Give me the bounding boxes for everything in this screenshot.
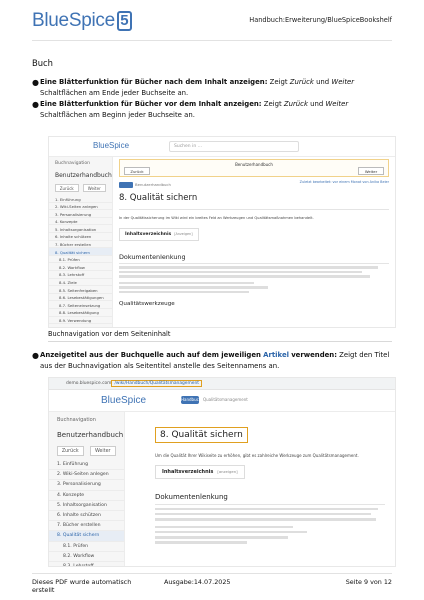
sidebar-item[interactable]: 7. Bücher erstellen	[49, 241, 112, 249]
book-title[interactable]: Benutzerhandbuch	[57, 431, 124, 439]
toc-toggle[interactable]: [Anzeigen]	[174, 232, 193, 236]
toc-title: Inhaltsverzeichnis	[125, 232, 172, 237]
article-link[interactable]: Artikel	[263, 351, 289, 359]
sidebar-item[interactable]: 7. Bücher erstellen	[49, 521, 124, 531]
bullet-italic: Zurück	[289, 78, 314, 86]
section-title: Buch	[32, 58, 53, 68]
bullet-text: und	[313, 78, 332, 86]
sidebar-item-active[interactable]: 8. Qualität sichern	[49, 248, 112, 256]
sidebar-subitem[interactable]: 8.8. Lesebestätigung	[49, 309, 112, 317]
bullet-item-1	[32, 77, 395, 99]
screenshot-topbar	[49, 137, 395, 157]
bullet-dot: ●	[32, 351, 39, 360]
footer-divider	[32, 573, 392, 574]
sidebar-subitem[interactable]: 8.3. Lehrstoff	[49, 271, 112, 279]
sidebar-subitem[interactable]: 8.9. Verwendung	[49, 317, 112, 325]
sidebar-item[interactable]: 1. Einführung	[49, 460, 124, 470]
text-line	[155, 513, 371, 516]
logo-number-badge	[117, 11, 132, 31]
book-navigation-sidebar	[49, 412, 125, 566]
page-heading-highlight: 8. Qualität sichern	[155, 427, 248, 443]
book-navigation-sidebar	[49, 157, 113, 327]
sidebar-item[interactable]: 6. Inhalte schützen	[49, 233, 112, 241]
text-line	[119, 275, 370, 278]
prev-button[interactable]: Zurück	[57, 446, 84, 456]
bullet-text: Zeigt	[267, 78, 290, 86]
bluespice-logo	[32, 8, 132, 34]
url-path-highlight: /wiki/Handbuch/Qualitätsmanagement	[111, 380, 202, 387]
screenshot-topbar	[49, 390, 395, 412]
browser-url-bar[interactable]	[49, 378, 395, 390]
page-meta	[119, 177, 389, 193]
book-tag-text: Qualitätsmanagement	[203, 397, 248, 402]
meta-right: Zuletzt bearbeitet: vor einem Monat von Anika Beier	[299, 180, 389, 184]
prev-next-buttons	[49, 442, 124, 460]
sidebar-item[interactable]: 5. Inhaltsorganisation	[49, 225, 112, 233]
bullet-text: Zeigt den Titel aus der Buchnavigation als Seitentitel anstelle des Seitennamens an.	[40, 351, 390, 370]
text-line	[119, 282, 254, 285]
text-line	[119, 266, 378, 269]
bullet-title: Eine Blätterfunktion für Bücher vor dem Inhalt anzeigen:	[40, 100, 262, 108]
pager-prev-button[interactable]: Zurück	[124, 167, 150, 175]
text-line	[119, 291, 249, 294]
bullet-text: Schaltflächen am Ende jeder Buchseite an.	[40, 89, 189, 97]
toc-title: Inhaltsverzeichnis	[162, 469, 214, 475]
bullet-title-end: verwenden:	[291, 351, 337, 359]
book-pager-highlight	[119, 159, 389, 177]
bullet-title: Anzeigetitel aus der Buchquelle auch auf dem jeweiligen	[40, 351, 261, 359]
search-input[interactable]: Suchen in …	[169, 141, 299, 152]
footer-generated-note: Dieses PDF wurde automatisch erstellt	[32, 578, 132, 594]
book-tag[interactable]	[119, 182, 133, 188]
page-heading: 8. Qualität sichern	[119, 193, 389, 210]
footer-edition: Ausgabe:14.07.2025	[164, 578, 231, 586]
screenshot-main-content	[119, 159, 389, 327]
sidebar-item[interactable]: 6. Inhalte schützen	[49, 511, 124, 521]
text-line	[155, 518, 376, 521]
text-line	[155, 508, 378, 511]
text-line	[155, 526, 293, 529]
url-domain: demo.bluespice.com	[66, 381, 112, 386]
next-button[interactable]: Weiter	[90, 446, 117, 456]
bullet-text: und	[307, 100, 326, 108]
bullet-item-2	[32, 99, 395, 121]
sidebar-subitem[interactable]	[49, 324, 112, 328]
bullet-italic: Weiter	[325, 100, 349, 108]
sidebar-subitem[interactable]: 8.6. Lesebestätigungen	[49, 294, 112, 302]
sidebar-item[interactable]: 3. Personalisierung	[49, 480, 124, 490]
sidebar-item[interactable]: 2. Wiki-Seiten anlegen	[49, 470, 124, 480]
sidebar-subitem[interactable]: 8.2. Workflow	[49, 552, 124, 562]
pager-next-button[interactable]: Weiter	[358, 167, 384, 175]
sidebar-subitem[interactable]: 8.2. Workflow	[49, 263, 112, 271]
sidebar-subitem[interactable]: 8.1. Prüfen	[49, 256, 112, 264]
sidebar-subitem[interactable]: 8.4. Ziele	[49, 279, 112, 287]
footer-page-number: Seite 9 von 12	[345, 578, 392, 586]
figure-caption: Buchnavigation vor dem Seiteninhalt	[48, 330, 171, 338]
prev-button[interactable]: Zurück	[55, 184, 79, 192]
sidebar-item[interactable]: 4. Konzepte	[49, 491, 124, 501]
text-line	[119, 286, 268, 289]
text-line	[155, 531, 307, 534]
sidebar-subitem[interactable]: 8.5. Seitenfreigaben	[49, 286, 112, 294]
header-divider	[32, 40, 392, 41]
bullet-italic: Weiter	[331, 78, 355, 86]
logo-number: 5	[120, 12, 129, 29]
sidebar-subitem[interactable]: 8.3. Lehrstoff	[49, 562, 124, 567]
book-tag[interactable]: Handbuch	[181, 397, 202, 402]
intro-text: In der Qualitätssicherung im Wiki wird ein breites Feld an Werkzeugen und Qualitätsmaßnahmen behandelt.	[119, 216, 314, 220]
table-of-contents	[155, 465, 245, 479]
subsection-heading: Qualitätswerkzeuge	[119, 301, 175, 307]
next-button[interactable]: Weiter	[83, 184, 107, 192]
screenshot-book-navigation-top	[48, 136, 396, 328]
screenshot-logo: BlueSpice	[93, 141, 130, 150]
url-text	[63, 380, 205, 388]
page-path: Handbuch:Erweiterung/BlueSpiceBookshelf	[249, 16, 392, 24]
bullet-text: Schaltflächen am Beginn jeder Buchseite an.	[40, 111, 195, 119]
section-heading: Dokumentenlenkung	[119, 253, 389, 264]
screenshot-logo: BlueSpice	[101, 395, 147, 406]
sidebar-item-active[interactable]: 8. Qualität sichern	[49, 531, 124, 541]
caption-divider	[48, 341, 392, 342]
text-line	[155, 541, 247, 544]
bullet-title: Eine Blätterfunktion für Bücher nach dem Inhalt anzeigen:	[40, 78, 268, 86]
bullet-dot: ●	[32, 100, 39, 109]
logo-text: BlueSpice	[32, 10, 115, 31]
table-of-contents	[119, 228, 199, 241]
bullet-item-3	[32, 350, 395, 372]
sidebar-item[interactable]: 4. Konzepte	[49, 218, 112, 226]
toc-toggle[interactable]: [anzeigen]	[217, 469, 238, 474]
bullet-italic: Zurück	[283, 100, 308, 108]
meta-left: Benutzerhandbuch	[135, 182, 171, 187]
sidebar-heading: Buchnavigation	[55, 161, 91, 166]
sidebar-item[interactable]: 2. Wiki-Seiten anlegen	[49, 203, 112, 211]
sidebar-item[interactable]: 5. Inhaltsorganisation	[49, 501, 124, 511]
book-pager-title: Benutzerhandbuch	[235, 162, 273, 167]
bullet-dot: ●	[32, 78, 39, 87]
intro-text: Um die Qualität Ihrer Wikiseite zu erhöhen, gibt es zahlreiche Werkzeuge zum Qualitätsmanagement.	[155, 453, 359, 458]
text-line	[119, 271, 362, 274]
prev-next-buttons	[49, 181, 112, 195]
screenshot-main-content	[155, 422, 385, 566]
section-heading: Dokumentenlenkung	[155, 493, 385, 505]
sidebar-item[interactable]: 1. Einführung	[49, 195, 112, 203]
screenshot-display-title	[48, 377, 396, 567]
sidebar-heading: Buchnavigation	[57, 417, 96, 423]
sidebar-item[interactable]: 3. Personalisierung	[49, 210, 112, 218]
bullet-text: Zeigt	[261, 100, 284, 108]
text-line	[155, 536, 288, 539]
book-title[interactable]: Benutzerhandbuch	[55, 172, 112, 179]
sidebar-subitem[interactable]: 8.7. Seiteneinsetzung	[49, 301, 112, 309]
sidebar-subitem[interactable]: 8.1. Prüfen	[49, 542, 124, 552]
